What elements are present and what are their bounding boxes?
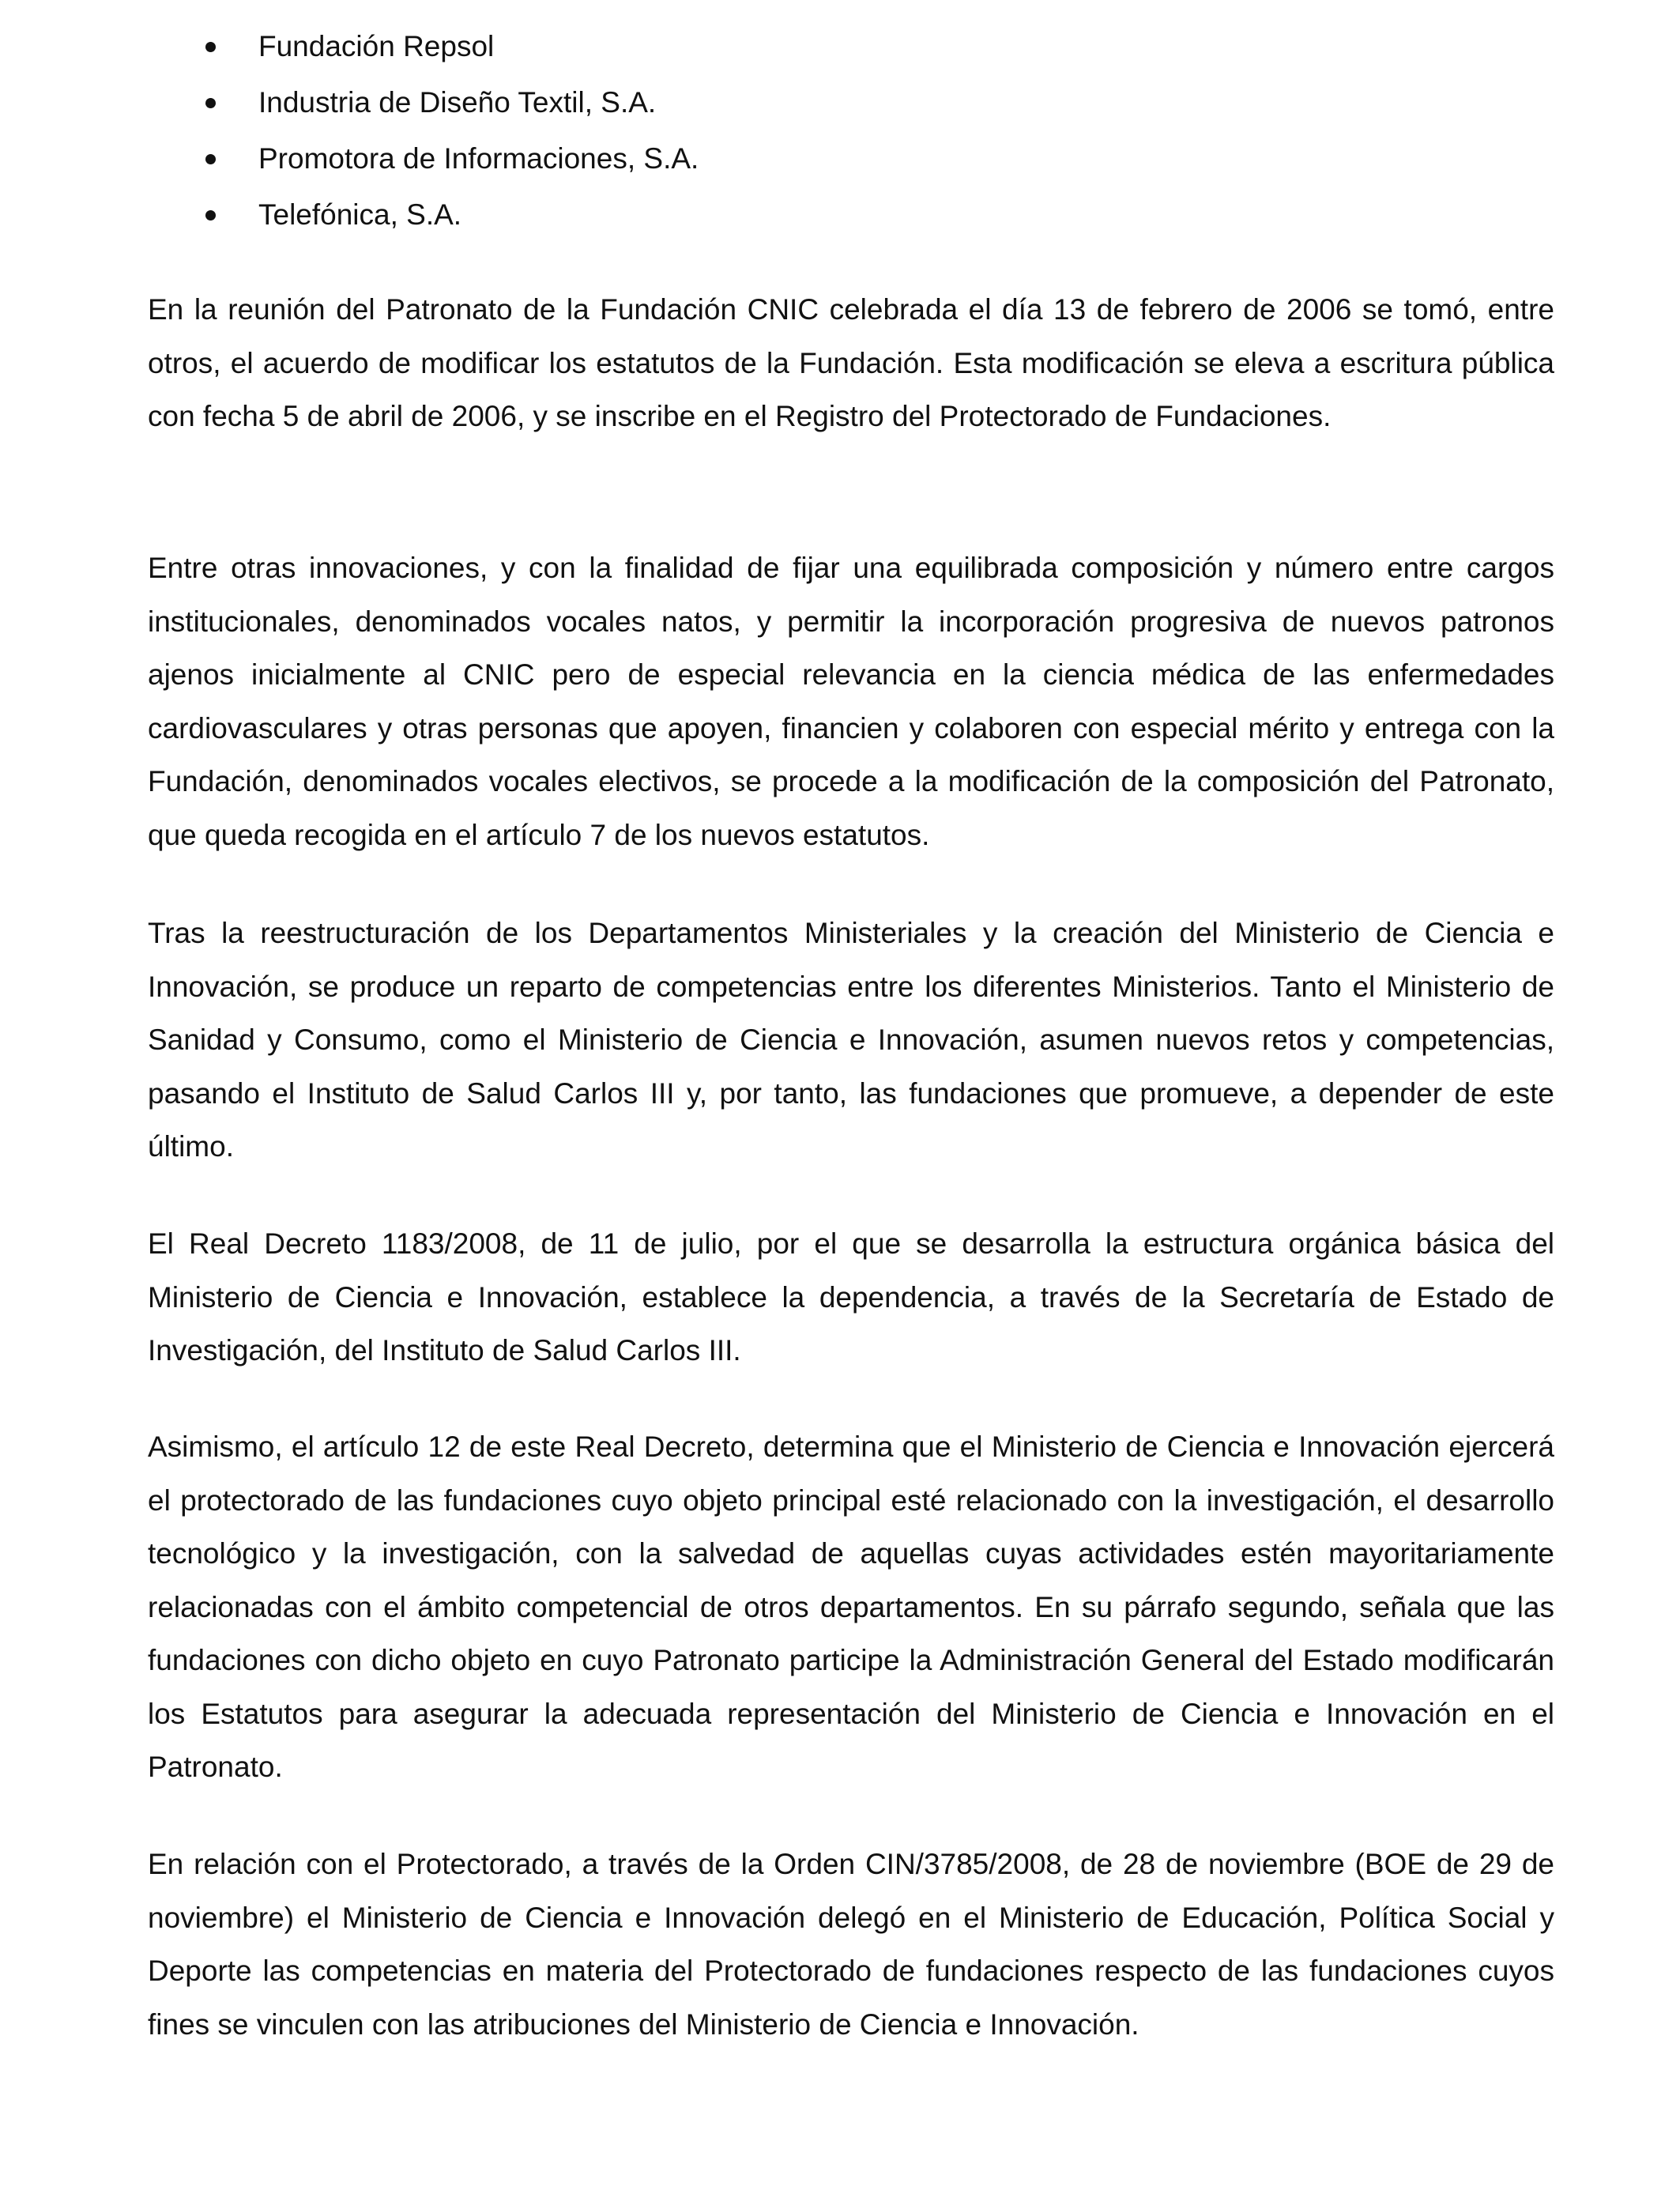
bullet-item <box>148 22 1554 78</box>
paragraph-innovaciones: Entre otras innovaciones, y con la finalidad de fijar una equilibrada composición y número entre cargos institucionales, denominados vocales natos, y permitir la incorporación progresiva de nuevos patronos ajenos inicialmente al CNIC pero de especial relevancia en la ciencia médica de las enfermedades cardiovasculares y otras personas que apoyen, financien y colaboren con especial mérito y entrega con la Fundación, denominados vocales electivos, se procede a la modificación de la composición del Patronato, que queda recogida en el artículo 7 de los nuevos estatutos. <box>148 552 1554 851</box>
bullet-text: Industria de Diseño Textil, S.A. <box>258 86 657 119</box>
paragraph-reestructuracion: Tras la reestructuración de los Departamentos Ministeriales y la creación del Ministerio de Ciencia e Innovación, se produce un reparto de competencias entre los diferentes Ministerios. Tanto el Ministerio de Sanidad y Consumo, como el Ministerio de Ciencia e Innovación, asumen nuevos retos y competencias, pasando el Instituto de Salud Carlos III y, por tanto, las fundaciones que promueve, a depender de este último. <box>148 917 1554 1163</box>
bullet-item <box>148 190 1554 247</box>
paragraph-articulo-12: Asimismo, el artículo 12 de este Real Decreto, determina que el Ministerio de Ciencia e Innovación ejercerá el protectorado de las fundaciones cuyo objeto principal esté relacionado con la investigación, el desarrollo tecnológico y la investigación, con la salvedad de aquellas cuyas actividades estén mayoritariamente relacionadas con el ámbito competencial de otros departamentos. En su párrafo segundo, señala que las fundaciones con dicho objeto en cuyo Patronato participe la Administración General del Estado modificarán los Estatutos para asegurar la adecuada representación del Ministerio de Ciencia e Innovación en el Patronato. <box>148 1431 1554 1783</box>
bullet-item <box>148 134 1554 190</box>
bullet-text: Promotora de Informaciones, S.A. <box>258 142 699 175</box>
paragraph-protectorado: En relación con el Protectorado, a través de la Orden CIN/3785/2008, de 28 de noviembre (BOE de 29 de noviembre) el Ministerio de Ciencia e Innovación delegó en el Ministerio de Educación, Política Social y Deporte las competencias en materia del Protectorado de fundaciones respecto de las fundaciones cuyos fines se vinculen con las atribuciones del Ministerio de Ciencia e Innovación. <box>148 1848 1554 2041</box>
bullet-dot-icon <box>205 98 216 108</box>
paragraph-real-decreto: El Real Decreto 1183/2008, de 11 de julio, por el que se desarrolla la estructura orgánica básica del Ministerio de Ciencia e Innovación, establece la dependencia, a través de la Secretaría de Estado de Investigación, del Instituto de Salud Carlos III. <box>148 1227 1554 1367</box>
bullet-item <box>148 78 1554 134</box>
bullet-dot-icon <box>205 42 216 52</box>
bullet-dot-icon <box>205 154 216 164</box>
bullet-list <box>148 22 1554 247</box>
paragraph-reunion-patronato: En la reunión del Patronato de la Fundación CNIC celebrada el día 13 de febrero de 2006 se tomó, entre otros, el acuerdo de modificar los estatutos de la Fundación. Esta modificación se eleva a escritura pública con fecha 5 de abril de 2006, y se inscribe en el Registro del Protectorado de Fundaciones. <box>148 293 1554 432</box>
bullet-dot-icon <box>205 210 216 221</box>
bullet-text: Telefónica, S.A. <box>258 198 462 231</box>
bullet-text: Fundación Repsol <box>258 30 495 62</box>
